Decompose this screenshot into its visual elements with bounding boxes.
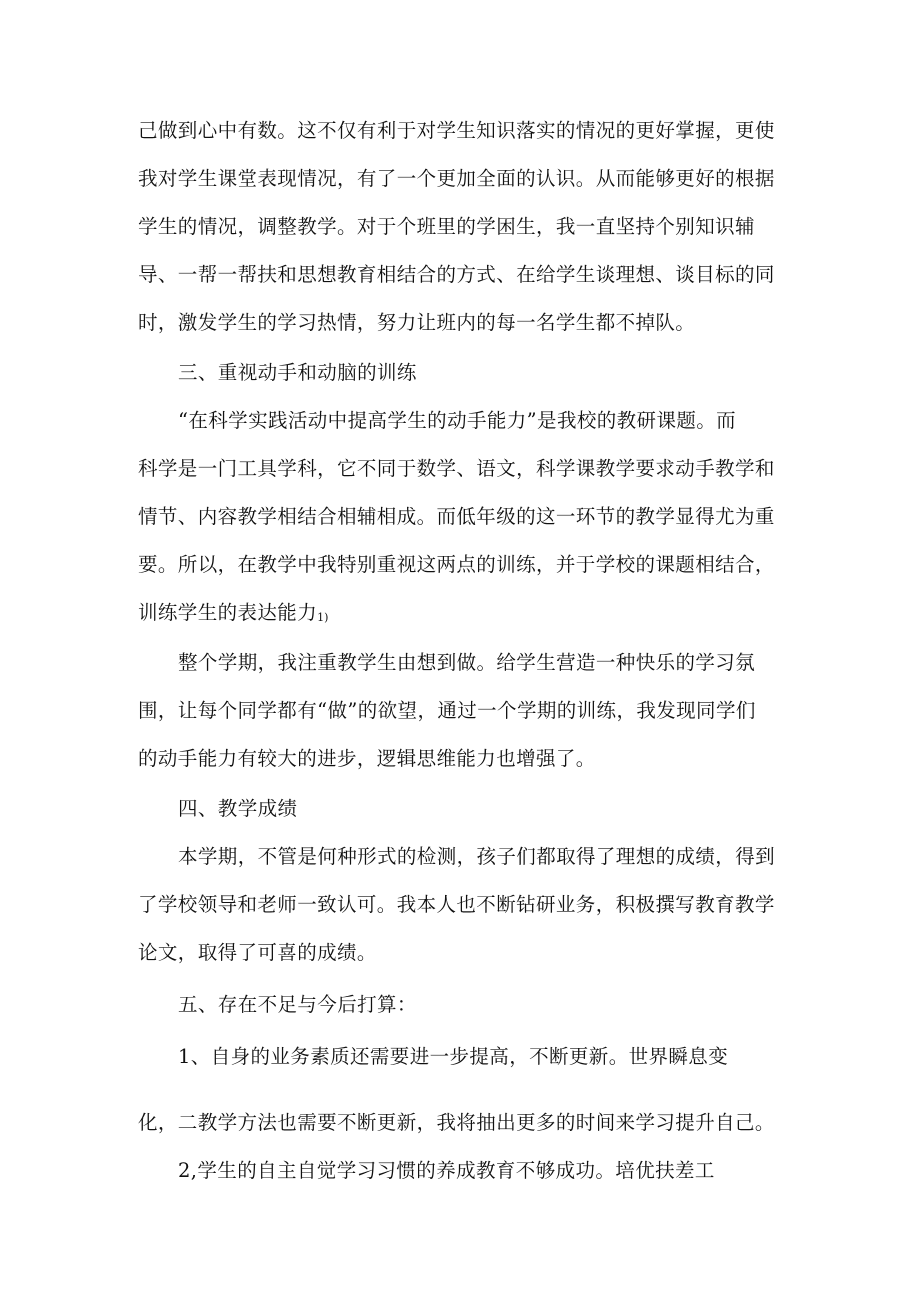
paragraph-line: 论文，取得了可喜的成绩。	[138, 941, 377, 964]
footnote-mark: 1)	[317, 611, 329, 624]
paragraph-line: 的动手能力有较大的进步，逻辑思维能力也增强了。	[138, 747, 596, 770]
section-heading-4: 四、教学成绩	[178, 797, 298, 820]
paragraph-line: 我对学生课堂表现情况，有了一个更加全面的认识。从而能够更好的根据	[138, 167, 775, 190]
paragraph-line: 时，激发学生的学习热情，努力让班内的每一名学生都不掉队。	[138, 311, 696, 334]
paragraph-line	[138, 599, 788, 632]
paragraph-line: “在科学实践活动中提高学生的动手能力”是我校的教研课题。而	[178, 409, 737, 432]
paragraph-text: 训练学生的表达能力	[138, 601, 318, 624]
paragraph-line: 整个学期，我注重教学生由想到做。给学生营造一种快乐的学习氛	[178, 651, 756, 674]
paragraph-line: 了学校领导和老师一致认可。我本人也不断钻研业务，积极撰写教育教学	[138, 893, 775, 916]
section-heading-5: 五、存在不足与今后打算：	[178, 993, 417, 1016]
paragraph-line: 本学期，不管是何种形式的检测，孩子们都取得了理想的成绩，得到	[178, 845, 776, 868]
paragraph-line: 2,学生的自主自觉学习习惯的养成教育不够成功。培优扶差工	[178, 1159, 715, 1182]
paragraph-line: 科学是一门工具学科，它不同于数学、语文，科学课教学要求动手教学和	[138, 457, 775, 480]
paragraph-line: 导、一帮一帮扶和思想教育相结合的方式、在给学生谈理想、谈目标的同	[138, 263, 775, 286]
paragraph-line: 己做到心中有数。这不仅有利于对学生知识落实的情况的更好掌握，更使	[138, 119, 775, 142]
paragraph-line: 情节、内容教学相结合相辅相成。而低年级的这一环节的教学显得尤为重	[138, 505, 775, 528]
paragraph-line: 化，二教学方法也需要不断更新，我将抽出更多的时间来学习提升自己。	[138, 1111, 775, 1134]
paragraph-line: 要。所以，在教学中我特别重视这两点的训练，并于学校的课题相结合，	[138, 553, 775, 576]
section-heading-3: 三、重视动手和动脑的训练	[178, 361, 417, 384]
paragraph-line: 1、自身的业务素质还需要进一步提高，不断更新。世界瞬息变	[178, 1045, 729, 1068]
paragraph-line: 围，让每个同学都有“做”的欲望，通过一个学期的训练，我发现同学们	[138, 699, 756, 722]
paragraph-line: 学生的情况，调整教学。对于个班里的学困生，我一直坚持个别知识辅	[138, 215, 755, 238]
